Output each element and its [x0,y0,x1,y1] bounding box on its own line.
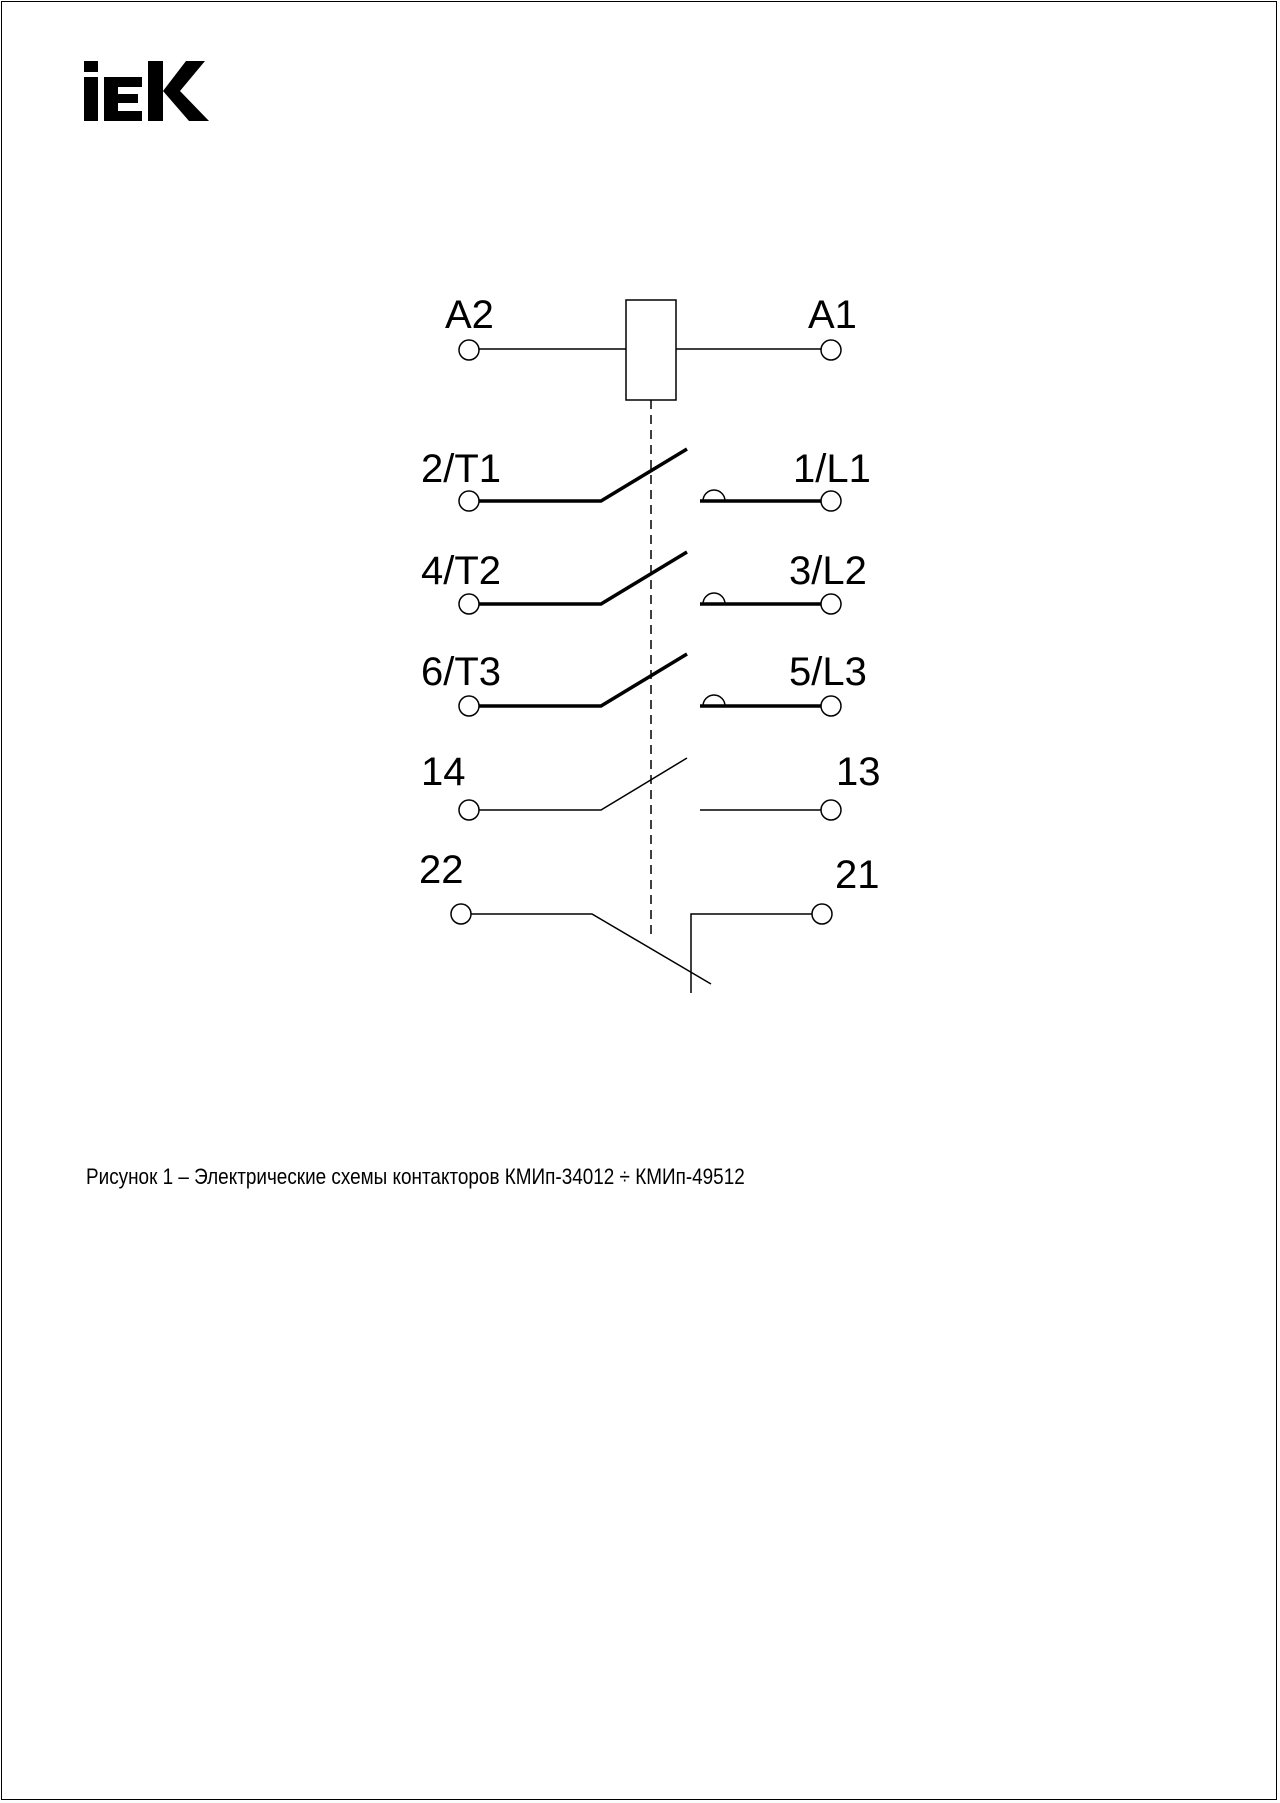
terminal-5l3 [821,696,841,716]
aux-nc-contact [419,848,880,993]
terminal-14 [459,800,479,820]
main-contact-3 [421,650,867,716]
figure-caption: Рисунок 1 – Электрические схемы контакторов КМИп-34012 ÷ КМИп-49512 [86,1164,745,1189]
label-1l1: 1/L1 [793,447,871,491]
main-contact-1 [421,447,871,511]
label-a1: A1 [808,293,857,337]
label-6t3: 6/T3 [421,650,502,694]
label-21: 21 [835,853,880,897]
label-a2: A2 [445,293,494,337]
terminal-6t3 [459,696,479,716]
label-4t2: 4/T2 [421,549,502,593]
coil-box [626,300,676,400]
coil [445,293,857,400]
label-22: 22 [419,848,464,892]
label-5l3: 5/L3 [789,650,867,694]
terminal-a2 [459,340,479,360]
terminal-2t1 [459,491,479,511]
label-2t1: 2/T1 [421,447,502,491]
terminal-a1 [821,340,841,360]
terminal-4t2 [459,594,479,614]
terminal-1l1 [821,491,841,511]
terminal-13 [821,800,841,820]
terminal-3l2 [821,594,841,614]
label-3l2: 3/L2 [789,549,867,593]
terminal-22 [451,904,471,924]
terminal-21 [812,904,832,924]
main-contact-2 [421,549,867,614]
label-13: 13 [836,750,881,794]
label-14: 14 [421,750,466,794]
